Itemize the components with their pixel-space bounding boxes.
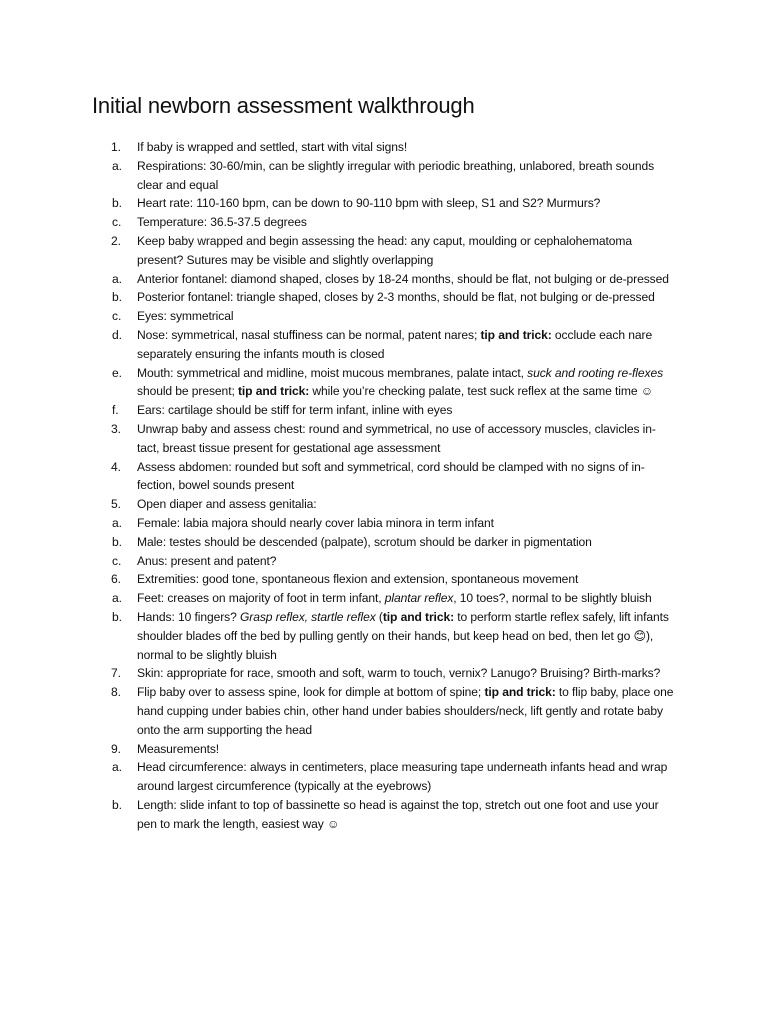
list-item — [0, 683, 768, 739]
item-text: Skin: appropriate for race, smooth and soft, warm to touch, vernix? Lanugo? Bruising? Birth-marks? — [137, 666, 661, 681]
list-marker: 1. — [111, 140, 121, 154]
item-text: Male: testes should be descended (palpate), scrotum should be darker in pigmentation — [137, 534, 592, 549]
item-text: Feet: creases on majority of foot in term infant, — [137, 591, 385, 606]
list-marker: c. — [112, 215, 122, 230]
list-marker: c. — [112, 309, 122, 324]
list-item — [0, 608, 768, 664]
list-marker: 7. — [111, 666, 121, 681]
list-marker: b. — [112, 290, 122, 305]
item-text: to perform startle reflex safely, lift infants shoulder blades off the bed by pulling gently on their hands, but keep head on bed, then let go 😊), normal to be slightly bluish — [137, 609, 669, 662]
reflex-term: plantar reflex — [384, 591, 454, 606]
item-text: Anterior fontanel: diamond shaped, closes by 18-24 months, should be flat, not bulging or de-pressed — [137, 271, 669, 286]
item-text: , 10 toes?, normal to be slightly bluish — [453, 591, 652, 606]
list-marker: a. — [112, 591, 122, 606]
list-marker: b. — [112, 534, 122, 549]
tip-label: tip and trick: — [480, 327, 552, 342]
list-item — [0, 288, 768, 307]
item-text: Temperature: 36.5-37.5 degrees — [137, 215, 307, 230]
item-text: Ears: cartilage should be stiff for term infant, inline with eyes — [137, 403, 453, 418]
item-text: Head circumference: always in centimeters, place measuring tape underneath infants head and wrap around largest circumference (typically at the eyebrows) — [137, 760, 668, 794]
item-text: If baby is wrapped and settled, start with vital signs! — [137, 140, 408, 154]
reflex-term: suck and rooting re-flexes — [527, 365, 664, 380]
item-text: Assess abdomen: rounded but soft and symmetrical, cord should be clamped with no signs of in-fection, bowel sounds present — [137, 459, 645, 493]
item-text: Heart rate: 110-160 bpm, can be down to 90-110 bpm with sleep, S1 and S2? Murmurs? — [137, 196, 601, 211]
list-item — [0, 664, 768, 683]
item-text: Eyes: symmetrical — [137, 309, 234, 324]
reflex-term: Grasp reflex, startle reflex — [239, 609, 376, 624]
item-text: Respirations: 30-60/min, can be slightly irregular with periodic breathing, unlabored, breath sounds clear and equal — [137, 158, 655, 192]
list-item — [0, 401, 768, 420]
list-item — [0, 796, 768, 834]
list-item — [0, 213, 768, 232]
list-marker: b. — [112, 196, 122, 211]
list-item — [0, 420, 768, 458]
item-text: ( — [375, 609, 383, 624]
document-title: Initial newborn assessment walkthrough — [92, 93, 475, 118]
item-text: Extremities: good tone, spontaneous flexion and extension, spontaneous movement — [137, 572, 579, 587]
list-item — [0, 270, 768, 289]
tip-label: tip and trick: — [484, 685, 556, 700]
list-item — [0, 364, 768, 402]
list-marker: a. — [112, 515, 122, 530]
list-marker: 3. — [111, 421, 121, 436]
list-marker: 2. — [111, 233, 121, 248]
list-item — [0, 552, 768, 571]
list-marker: 6. — [111, 572, 121, 587]
list-marker: 4. — [111, 459, 121, 474]
list-marker: f. — [112, 403, 119, 418]
list-marker: b. — [112, 609, 122, 624]
item-text: Anus: present and patent? — [137, 553, 277, 568]
item-text: Mouth: symmetrical and midline, moist mucous membranes, palate intact, — [137, 365, 528, 380]
item-text: Keep baby wrapped and begin assessing the head: any caput, moulding or cephalohematoma present? Sutures may be visible and slightly overlapping — [137, 233, 632, 267]
item-text: should be present; — [137, 384, 238, 399]
list-item — [0, 194, 768, 213]
list-marker: d. — [112, 327, 122, 342]
list-marker: e. — [112, 365, 122, 380]
list-item — [0, 758, 768, 796]
list-item — [0, 589, 768, 608]
list-item — [0, 570, 768, 589]
list-item — [0, 740, 768, 759]
list-marker: 9. — [111, 741, 121, 756]
list-item — [0, 514, 768, 533]
list-marker: 8. — [111, 685, 121, 700]
item-text: occlude each nare separately ensuring the infants mouth is closed — [137, 327, 653, 361]
list-marker: a. — [112, 271, 122, 286]
assessment-list — [0, 138, 768, 833]
list-marker: b. — [112, 797, 122, 812]
item-text: while you’re checking palate, test suck reflex at the same time ☺ — [309, 384, 654, 399]
list-item — [0, 138, 768, 157]
item-text: Unwrap baby and assess chest: round and symmetrical, no use of accessory muscles, clavicles in-tact, breast tissue present for gestational age assessment — [137, 421, 656, 455]
item-text: Hands: 10 fingers? — [137, 609, 240, 624]
item-text: Female: labia majora should nearly cover labia minora in term infant — [137, 515, 494, 530]
item-text: Length: slide infant to top of bassinette so head is against the top, stretch out one foot and use your pen to mark the length, easiest way ☺ — [137, 797, 659, 831]
list-marker: a. — [112, 760, 122, 775]
list-item — [0, 326, 768, 364]
list-item — [0, 495, 768, 514]
list-item — [0, 157, 768, 195]
list-marker: a. — [112, 158, 122, 173]
item-text: Nose: symmetrical, nasal stuffiness can be normal, patent nares; — [137, 327, 481, 342]
item-text: to flip baby, place one hand cupping under babies chin, other hand under babies shoulders/neck, lift gently and rotate baby onto the arm supporting the head — [137, 685, 674, 737]
list-marker: c. — [112, 553, 122, 568]
item-text: Flip baby over to assess spine, look for dimple at bottom of spine; — [137, 685, 485, 700]
list-item — [0, 533, 768, 552]
list-marker: 5. — [111, 497, 121, 512]
list-item — [0, 458, 768, 496]
item-text: Posterior fontanel: triangle shaped, closes by 2-3 months, should be flat, not bulging or de-pressed — [137, 290, 655, 305]
item-text: Open diaper and assess genitalia: — [137, 497, 317, 512]
tip-label: tip and trick: — [382, 609, 454, 624]
list-item — [0, 232, 768, 270]
item-text: Measurements! — [137, 741, 220, 756]
list-item — [0, 307, 768, 326]
tip-label: tip and trick: — [237, 384, 310, 399]
